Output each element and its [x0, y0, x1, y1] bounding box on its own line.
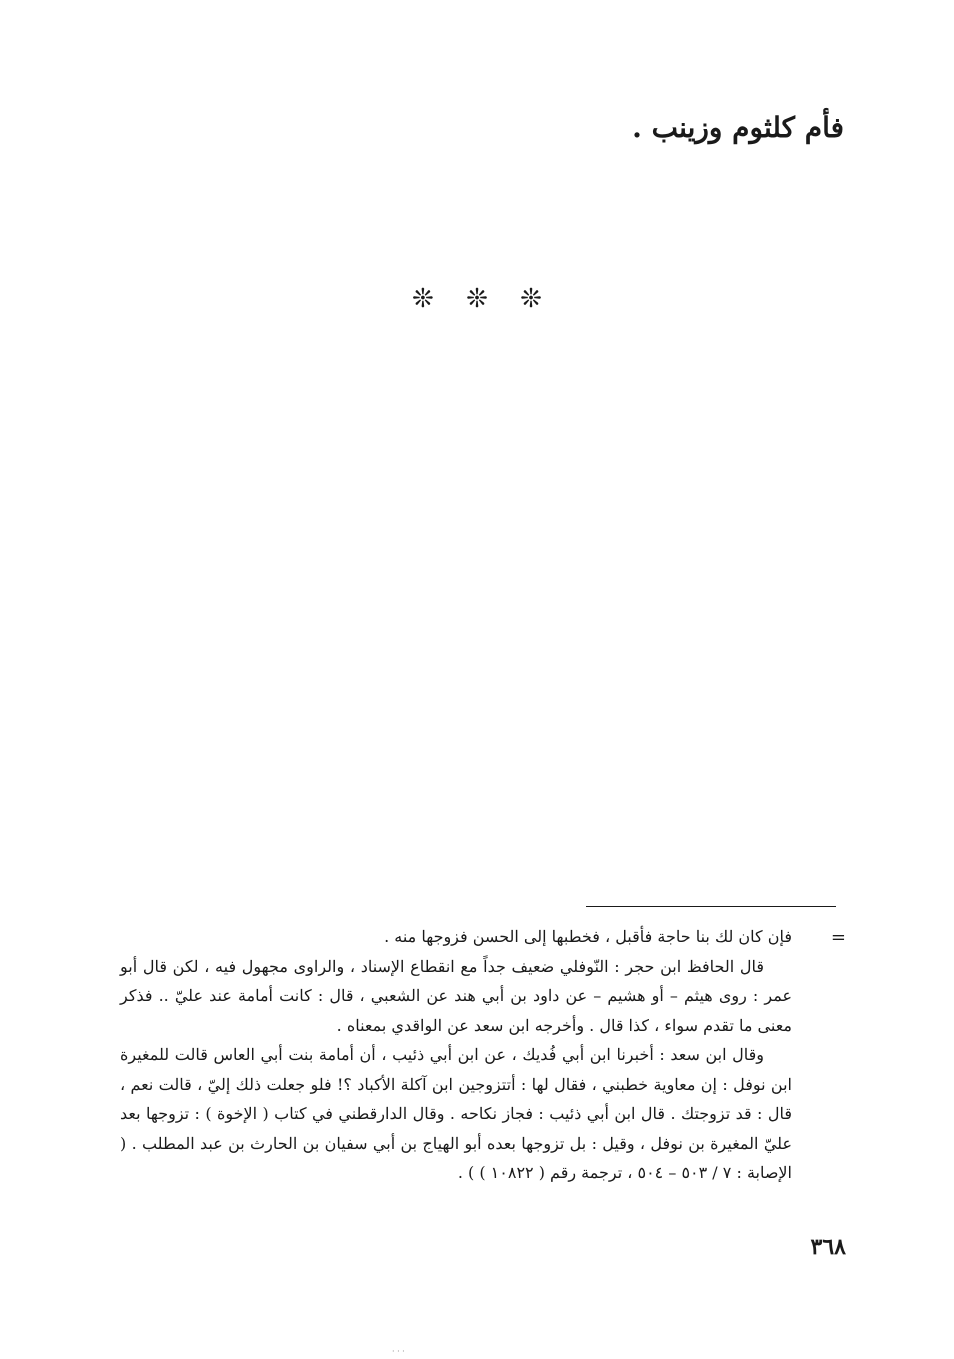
footnote-continuation-mark: =	[830, 927, 846, 948]
asterism-star-icon: ❊	[520, 284, 542, 314]
section-separator	[0, 284, 954, 314]
asterism-star-icon: ❊	[466, 284, 488, 314]
footnote-paragraph: وقال ابن سعد : أخبرنا ابن أبي فُديك ، عن ابن أبي ذئيب ، أن أمامة بنت أبي العاس قالت للمغيرة ابن نوفل : إن معاوية خطبني ، فقال لها : أتتزوجين ابن آكلة الأكباد ؟! فلو جعلت ذلك إليّ ، قالت نعم ، قال : قد تزوجتك . قال ابن أبي ذئيب : فجاز نكاحه . وقال الدارقطني في كتاب ( الإخوة ) : تزوجها بعد عليّ المغيرة بن نوفل ، وقيل : بل تزوجها بعده أبو الهياج بن أبي سفيان بن الحارث بن عبد المطلب . ( الإصابة : ٧ / ٥٠٣ – ٥٠٤ ، ترجمة رقم ( ١٠٨٢٢ ) ) .	[120, 1045, 792, 1182]
footnote-paragraph: فإن كان لك بنا حاجة فأقبل ، فخطبها إلى الحسن فزوجها منه .	[384, 927, 792, 946]
footnote-paragraph: قال الحافظ ابن حجر : النّوفلي ضعيف جداً مع انقطاع الإسناد ، والراوى مجهول فيه ، لكن قال أبو عمر : روى هيثم – أو هشيم – عن داود بن أبي هند عن الشعبي ، قال : كانت أمامة عند عليّ .. فذكر معنى ما تقدم سواء ، كذا قال . وأخرجه ابن سعد عن الواقدي بمعناه .	[120, 956, 792, 1035]
scan-mark: · · ·	[392, 1347, 405, 1356]
asterism-star-icon: ❊	[412, 284, 434, 314]
page-number: ٣٦٨	[810, 1234, 846, 1260]
main-text-line: فأم كلثوم وزينب .	[632, 111, 844, 144]
footnote-divider	[586, 906, 836, 907]
footnotes-block	[120, 922, 792, 1188]
